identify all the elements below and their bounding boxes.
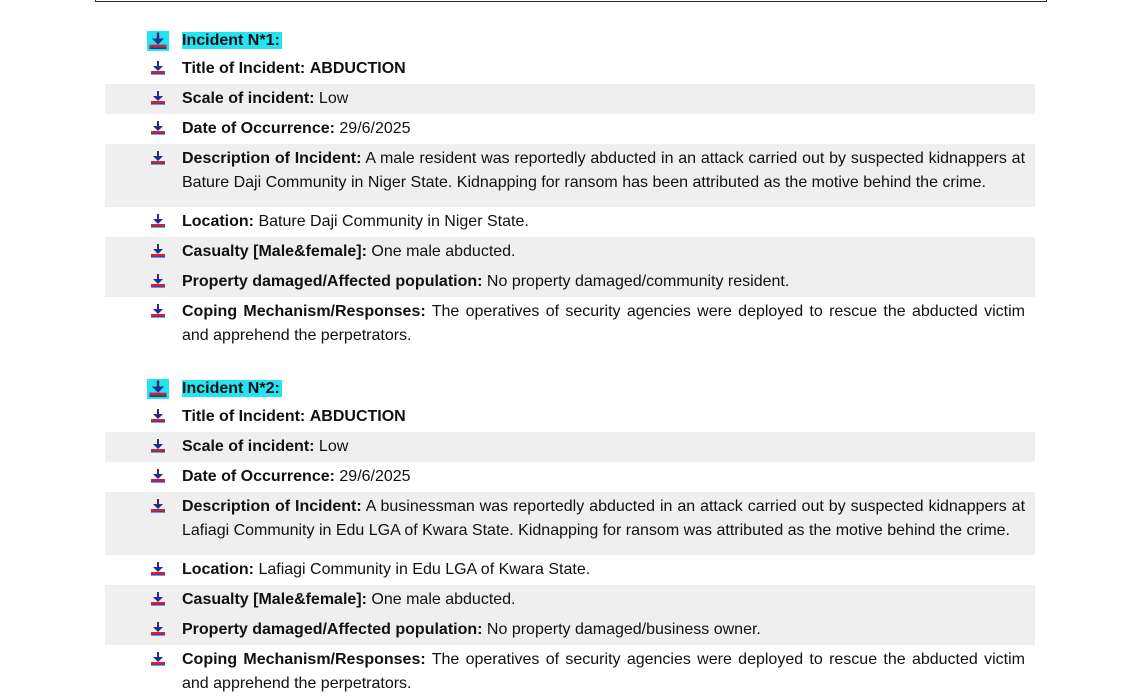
field-value: 29/6/2025 [339,468,411,485]
field-label: Description of Incident: [182,498,362,515]
field-value: One male abducted. [371,591,516,608]
arrow-bullet-icon [149,120,167,136]
arrow-bullet-icon [147,31,169,51]
field-property [105,615,1035,645]
field-label: Description of Incident: [182,150,362,167]
field-label: Title of Incident: [182,60,306,77]
field-value: No property damaged/business owner. [486,621,761,638]
field-label: Date of Occurrence: [182,120,335,137]
field-value: One male abducted. [371,243,516,260]
incident-heading-text: Incident N*1: [182,32,280,49]
arrow-bullet-icon [149,438,167,454]
field-label: Date of Occurrence: [182,468,335,485]
arrow-bullet-icon [149,213,167,229]
field-scale [105,432,1035,462]
field-label: Coping Mechanism/Responses: [182,651,426,668]
arrow-bullet-icon [149,651,167,667]
field-title [105,402,1035,432]
field-date [105,462,1035,492]
field-value: Lafiagi Community in Edu LGA of Kwara State. [258,561,591,578]
field-description [105,492,1035,555]
field-value: A male resident was reportedly abducted in an attack carried out by suspected kidnappers at Bature Daji Community in Niger State. Kidnapping for ransom has been attributed as the motive behind the crime. [182,150,1026,191]
field-property [105,267,1035,297]
field-location [105,555,1035,585]
field-label: Title of Incident: [182,408,306,425]
arrow-bullet-icon [149,90,167,106]
field-value: Bature Daji Community in Niger State. [258,213,529,230]
field-label: Property damaged/Affected population: [182,621,483,638]
arrow-bullet-icon [149,60,167,76]
arrow-bullet-icon [149,243,167,259]
field-date [105,114,1035,144]
arrow-bullet-icon [147,379,169,399]
field-casualty [105,585,1035,615]
arrow-bullet-icon [149,408,167,424]
incident-2 [105,376,1035,699]
field-label: Coping Mechanism/Responses: [182,303,426,320]
incident-1 [105,28,1035,351]
field-label: Scale of incident: [182,90,315,107]
field-value: The operatives of security agencies were deployed to rescue the abducted victim and apprehend the perpetrators. [182,651,1025,692]
field-label: Scale of incident: [182,438,315,455]
field-label: Property damaged/Affected population: [182,273,483,290]
field-value: No property damaged/community resident. [486,273,790,290]
field-value: The operatives of security agencies were deployed to rescue the abducted victim and apprehend the perpetrators. [182,303,1025,344]
arrow-bullet-icon [149,561,167,577]
arrow-bullet-icon [149,591,167,607]
top-border-frame [95,0,1047,2]
field-value: Low [318,90,349,107]
field-description [105,144,1035,207]
field-coping [105,645,1035,699]
field-value: ABDUCTION [309,60,406,77]
incident-heading [105,376,1035,402]
arrow-bullet-icon [149,303,167,319]
arrow-bullet-icon [149,468,167,484]
arrow-bullet-icon [149,621,167,637]
field-value: A businessman was reportedly abducted in an attack carried out by suspected kidnappers at Lafiagi Community in Edu LGA of Kwara State. Kidnapping for ransom was attributed as the motive behind the crime. [182,498,1026,539]
arrow-bullet-icon [149,498,167,514]
field-label: Casualty [Male&female]: [182,591,367,608]
field-value: Low [318,438,349,455]
field-casualty [105,237,1035,267]
incident-heading-text: Incident N*2: [182,380,280,397]
field-value: ABDUCTION [309,408,406,425]
arrow-bullet-icon [149,150,167,166]
field-label: Location: [182,213,254,230]
field-title [105,54,1035,84]
arrow-bullet-icon [149,273,167,289]
field-coping [105,297,1035,351]
incident-heading [105,28,1035,54]
field-label: Casualty [Male&female]: [182,243,367,260]
field-value: 29/6/2025 [339,120,411,137]
field-scale [105,84,1035,114]
field-label: Location: [182,561,254,578]
field-location [105,207,1035,237]
